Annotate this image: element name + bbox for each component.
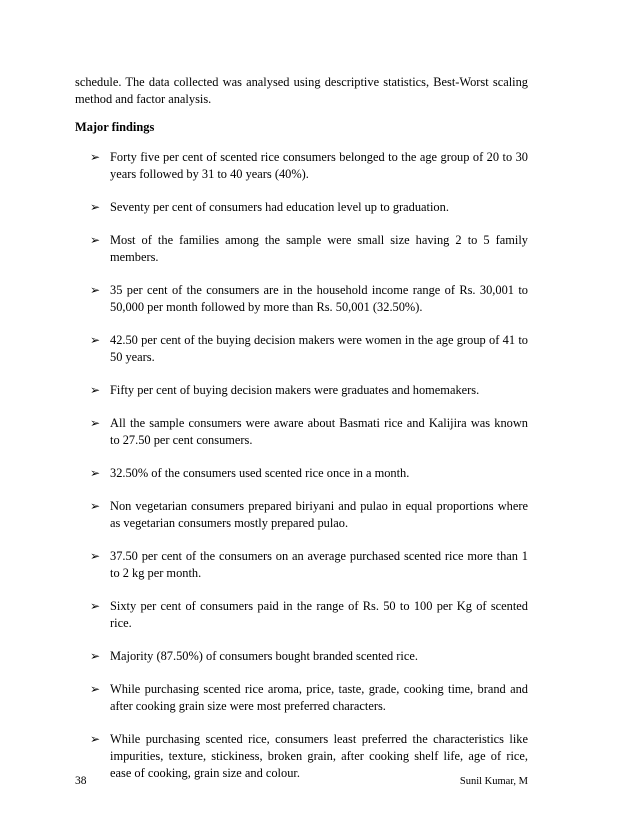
arrow-bullet-icon: ➢: [90, 499, 101, 513]
finding-item: [90, 332, 528, 366]
findings-list: [90, 149, 528, 798]
finding-text: Sixty per cent of consumers paid in the range of Rs. 50 to 100 per Kg of scented rice.: [110, 599, 528, 630]
finding-text: While purchasing scented rice, consumers least preferred the characteristics like impurities, texture, stickiness, broken grain, after cooking shelf life, age of rice, ease of cooking, grain size and colour.: [110, 732, 528, 780]
finding-text: Forty five per cent of scented rice consumers belonged to the age group of 20 to 30 years followed by 31 to 40 years (40%).: [110, 150, 528, 181]
finding-text: Non vegetarian consumers prepared biriyani and pulao in equal proportions where as vegetarian consumers mostly prepared pulao.: [110, 499, 528, 530]
arrow-bullet-icon: ➢: [90, 416, 101, 430]
arrow-bullet-icon: ➢: [90, 599, 101, 613]
arrow-bullet-icon: ➢: [90, 682, 101, 696]
arrow-bullet-icon: ➢: [90, 549, 101, 563]
finding-text: 35 per cent of the consumers are in the household income range of Rs. 30,001 to 50,000 per month followed by more than Rs. 50,001 (32.50%).: [110, 283, 528, 314]
arrow-bullet-icon: ➢: [90, 150, 101, 164]
finding-item: [90, 465, 528, 482]
finding-item: [90, 232, 528, 266]
section-heading: Major findings: [75, 120, 155, 134]
finding-text: All the sample consumers were aware about Basmati rice and Kalijira was known to 27.50 per cent consumers.: [110, 416, 528, 447]
arrow-bullet-icon: ➢: [90, 200, 101, 214]
finding-item: [90, 548, 528, 582]
finding-item: [90, 199, 528, 216]
footer-author: Sunil Kumar, M: [459, 776, 528, 787]
finding-text: Majority (87.50%) of consumers bought branded scented rice.: [110, 649, 418, 663]
finding-item: [90, 498, 528, 532]
arrow-bullet-icon: ➢: [90, 383, 101, 397]
arrow-bullet-icon: ➢: [90, 649, 101, 663]
finding-item: [90, 282, 528, 316]
finding-item: [90, 415, 528, 449]
page-number: 38: [75, 775, 87, 787]
finding-item: [90, 382, 528, 399]
finding-item: [90, 598, 528, 632]
arrow-bullet-icon: ➢: [90, 283, 101, 297]
arrow-bullet-icon: ➢: [90, 732, 101, 746]
finding-text: 37.50 per cent of the consumers on an average purchased scented rice more than 1 to 2 kg per month.: [110, 549, 528, 580]
arrow-bullet-icon: ➢: [90, 233, 101, 247]
finding-item: [90, 648, 528, 665]
finding-text: 42.50 per cent of the buying decision makers were women in the age group of 41 to 50 years.: [110, 333, 528, 364]
finding-text: While purchasing scented rice aroma, price, taste, grade, cooking time, brand and after cooking grain size were most preferred characters.: [110, 682, 528, 713]
intro-paragraph: schedule. The data collected was analysed using descriptive statistics, Best-Worst scaling method and factor analysis.: [75, 75, 528, 106]
arrow-bullet-icon: ➢: [90, 466, 101, 480]
arrow-bullet-icon: ➢: [90, 333, 101, 347]
finding-text: Seventy per cent of consumers had education level up to graduation.: [110, 200, 449, 214]
finding-item: [90, 681, 528, 715]
finding-text: Most of the families among the sample were small size having 2 to 5 family members.: [110, 233, 528, 264]
finding-item: [90, 149, 528, 183]
finding-text: 32.50% of the consumers used scented rice once in a month.: [110, 466, 410, 480]
finding-text: Fifty per cent of buying decision makers were graduates and homemakers.: [110, 383, 480, 397]
